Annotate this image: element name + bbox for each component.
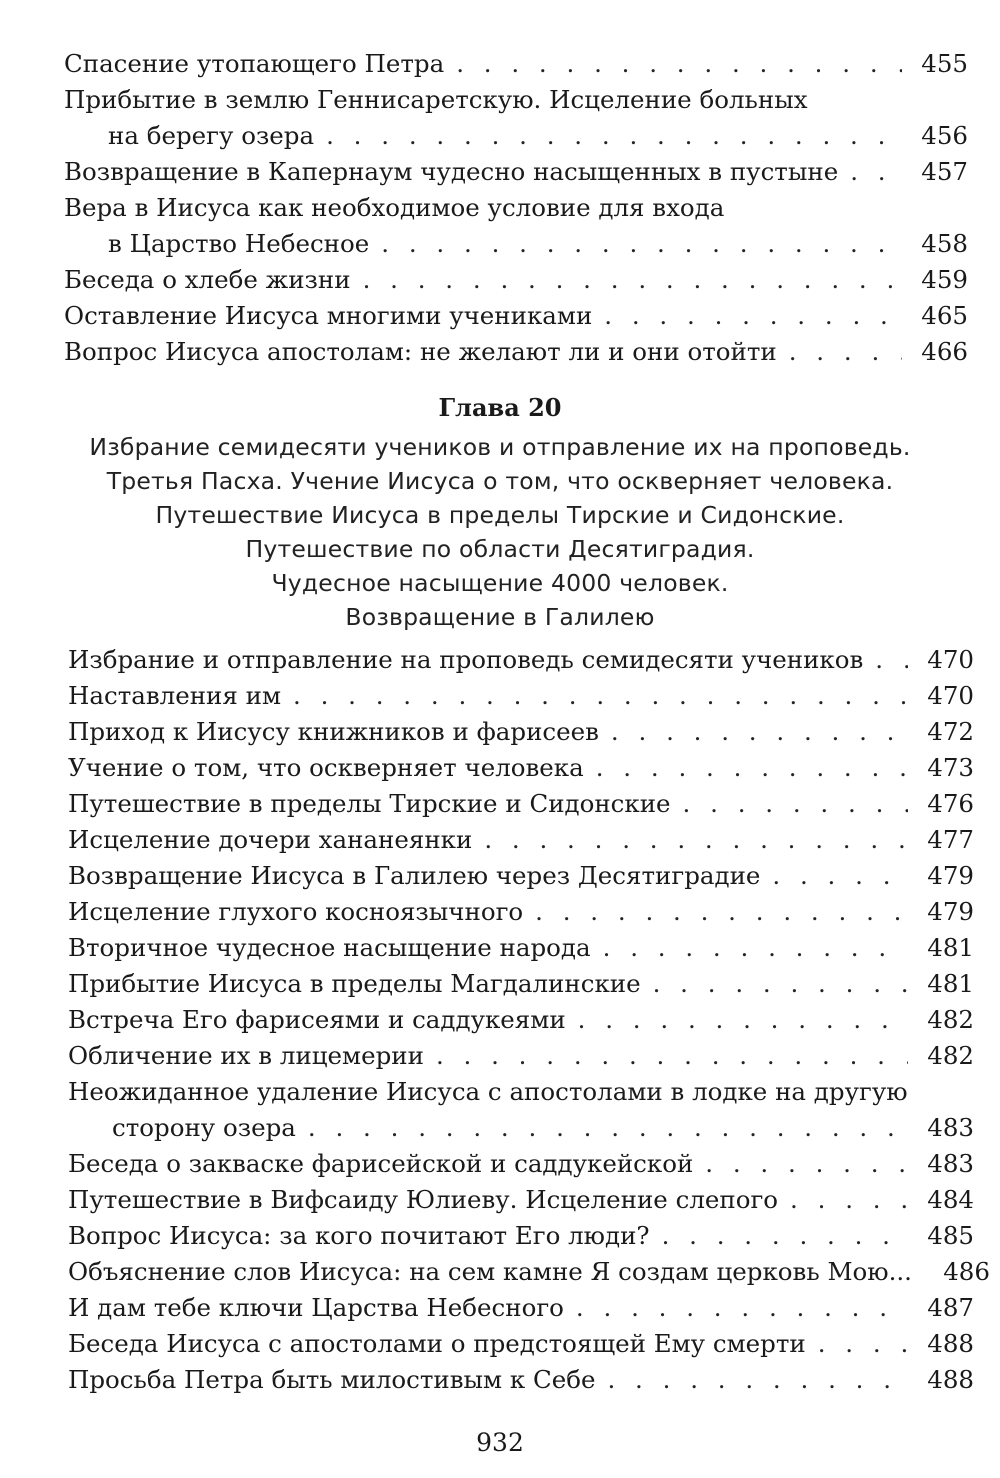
toc-entry	[64, 82, 968, 154]
toc-page-number: 472	[927, 717, 974, 746]
toc-entry	[68, 1290, 974, 1326]
toc-entry-text: Возвращение в Капернаум чудесно насыщенных в пустыне	[64, 157, 839, 186]
toc-entry-text: Неожиданное удаление Иисуса с апостолами в лодке на другую	[68, 1077, 908, 1106]
chapter-subtitle-line: Третья Пасха. Учение Иисуса о том, что оскверняет человека.	[106, 467, 894, 495]
dot-leader	[456, 46, 902, 82]
toc-page-number: 483	[927, 1113, 974, 1142]
chapter-heading	[0, 388, 1000, 634]
toc-entry	[68, 822, 974, 858]
toc-entry-text: Наставления им	[68, 681, 281, 710]
toc-list-chapter-20	[68, 642, 990, 1398]
toc-entry	[68, 678, 974, 714]
toc-entry	[68, 930, 974, 966]
toc-entry	[64, 154, 968, 190]
toc-entry	[68, 894, 974, 930]
toc-page-number: 466	[921, 337, 968, 366]
toc-entry	[68, 1218, 974, 1254]
dot-leader	[578, 1002, 908, 1038]
toc-page-number: 456	[921, 121, 968, 150]
dot-leader	[705, 1146, 908, 1182]
toc-entry	[68, 1326, 974, 1362]
dot-leader	[875, 642, 908, 678]
toc-entry-text: Обличение их в лицемерии	[68, 1041, 424, 1070]
toc-entry	[68, 1362, 974, 1398]
chapter-title: Глава 20	[438, 393, 562, 422]
toc-entry-text: Прибытие в землю Геннисаретскую. Исцеление больных	[64, 85, 808, 114]
chapter-subtitle-line: Избрание семидесяти учеников и отправление их на проповедь.	[89, 433, 911, 461]
toc-entry-text: Прибытие Иисуса в пределы Магдалинские	[68, 969, 641, 998]
chapter-subtitle	[0, 430, 1000, 634]
toc-page-number: 459	[921, 265, 968, 294]
dot-leader	[576, 1290, 908, 1326]
toc-page-number: 484	[927, 1185, 974, 1214]
toc-entry-text: сторону озера	[112, 1113, 296, 1142]
dot-leader	[326, 118, 902, 154]
toc-entry-text: Беседа о хлебе жизни	[64, 265, 351, 294]
toc-entry-text: Исцеление глухого косноязычного	[68, 897, 524, 926]
toc-entry-text: Исцеление дочери хананеянки	[68, 825, 473, 854]
toc-entry-text: на берегу озера	[108, 121, 315, 150]
toc-entry	[64, 190, 968, 262]
toc-page-number: 488	[927, 1365, 974, 1394]
toc-entry-text: Учение о том, что оскверняет человека	[68, 753, 584, 782]
chapter-subtitle-line: Чудесное насыщение 4000 человек.	[271, 569, 729, 597]
toc-entry	[68, 1254, 990, 1290]
toc-page-number: 488	[927, 1329, 974, 1358]
dot-leader	[683, 786, 908, 822]
toc-page-number: 479	[927, 861, 974, 890]
toc-page-number: 487	[927, 1293, 974, 1322]
toc-entry	[68, 750, 974, 786]
toc-page-number: 455	[921, 49, 968, 78]
toc-entry-text: Оставление Иисуса многими учениками	[64, 301, 593, 330]
toc-entry	[64, 46, 968, 82]
dot-leader	[381, 226, 902, 262]
dot-leader	[603, 930, 908, 966]
toc-entry-text: в Царство Небесное	[108, 229, 370, 258]
toc-entry	[68, 858, 974, 894]
toc-page-number: 470	[927, 645, 974, 674]
toc-list-top	[64, 46, 968, 370]
toc-entry-text: Объяснение слов Иисуса: на сем камне Я создам церковь Мою...	[68, 1257, 912, 1286]
toc-entry-text: Путешествие в Вифсаиду Юлиеву. Исцеление слепого	[68, 1185, 779, 1214]
dot-leader	[484, 822, 908, 858]
toc-entry	[68, 1002, 974, 1038]
dot-leader	[308, 1110, 908, 1146]
dot-leader	[818, 1326, 908, 1362]
dot-leader	[607, 1362, 908, 1398]
dot-leader	[653, 966, 908, 1002]
toc-page-number: 479	[927, 897, 974, 926]
toc-entry	[68, 786, 974, 822]
toc-entry	[64, 262, 968, 298]
toc-entry	[64, 334, 968, 370]
toc-entry-text: Возвращение Иисуса в Галилею через Десятиградие	[68, 861, 761, 890]
toc-page-number: 465	[921, 301, 968, 330]
toc-page-number: 458	[921, 229, 968, 258]
toc-entry-text: Встреча Его фарисеями и саддукеями	[68, 1005, 566, 1034]
toc-entry	[68, 1074, 974, 1146]
page-number: 932	[476, 1428, 524, 1457]
toc-entry	[64, 298, 968, 334]
toc-page-number: 457	[921, 157, 968, 186]
chapter-subtitle-line: Путешествие по области Десятиградия.	[245, 535, 755, 563]
toc-entry-text: Спасение утопающего Петра	[64, 49, 445, 78]
toc-entry-text: Вопрос Иисуса апостолам: не желают ли и они отойти	[64, 337, 777, 366]
chapter-subtitle-line: Путешествие Иисуса в пределы Тирские и Сидонские.	[155, 501, 845, 529]
toc-page-number: 483	[927, 1149, 974, 1178]
toc-entry-text: Беседа о закваске фарисейской и саддукейской	[68, 1149, 694, 1178]
toc-page-number: 485	[927, 1221, 974, 1250]
toc-page-number: 481	[927, 933, 974, 962]
toc-entry	[68, 1146, 974, 1182]
dot-leader	[596, 750, 908, 786]
dot-leader	[850, 154, 902, 190]
toc-entry-text: И дам тебе ключи Царства Небесного	[68, 1293, 564, 1322]
toc-entry-text: Вера в Иисуса как необходимое условие для входа	[64, 193, 725, 222]
dot-leader	[535, 894, 908, 930]
dot-leader	[789, 334, 902, 370]
toc-entry-text: Просьба Петра быть милостивым к Себе	[68, 1365, 596, 1394]
toc-page-number: 470	[927, 681, 974, 710]
toc-entry	[68, 1038, 974, 1074]
dot-leader	[363, 262, 902, 298]
toc-entry	[68, 966, 974, 1002]
chapter-subtitle-line: Возвращение в Галилею	[345, 603, 655, 631]
toc-page-number: 476	[927, 789, 974, 818]
toc-entry-text: Путешествие в пределы Тирские и Сидонские	[68, 789, 671, 818]
toc-entry-text: Избрание и отправление на проповедь семидесяти учеников	[68, 645, 864, 674]
dot-leader	[293, 678, 908, 714]
dot-leader	[790, 1182, 908, 1218]
toc-entry-text: Приход к Иисусу книжников и фарисеев	[68, 717, 599, 746]
toc-page-number: 481	[927, 969, 974, 998]
dot-leader	[611, 714, 908, 750]
toc-entry	[68, 714, 974, 750]
dot-leader	[662, 1218, 908, 1254]
toc-page-number: 482	[927, 1005, 974, 1034]
toc-entry-text: Беседа Иисуса с апостолами о предстоящей Ему смерти	[68, 1329, 806, 1358]
toc-page-number: 486	[943, 1257, 990, 1286]
toc-page-number: 477	[927, 825, 974, 854]
toc-entry	[68, 1182, 974, 1218]
dot-leader	[772, 858, 908, 894]
toc-entry-text: Вторичное чудесное насыщение народа	[68, 933, 591, 962]
toc-page-number: 482	[927, 1041, 974, 1070]
dot-leader	[604, 298, 902, 334]
toc-entry-text: Вопрос Иисуса: за кого почитают Его люди?	[68, 1221, 650, 1250]
toc-page-number: 473	[927, 753, 974, 782]
toc-entry	[68, 642, 974, 678]
dot-leader	[436, 1038, 908, 1074]
